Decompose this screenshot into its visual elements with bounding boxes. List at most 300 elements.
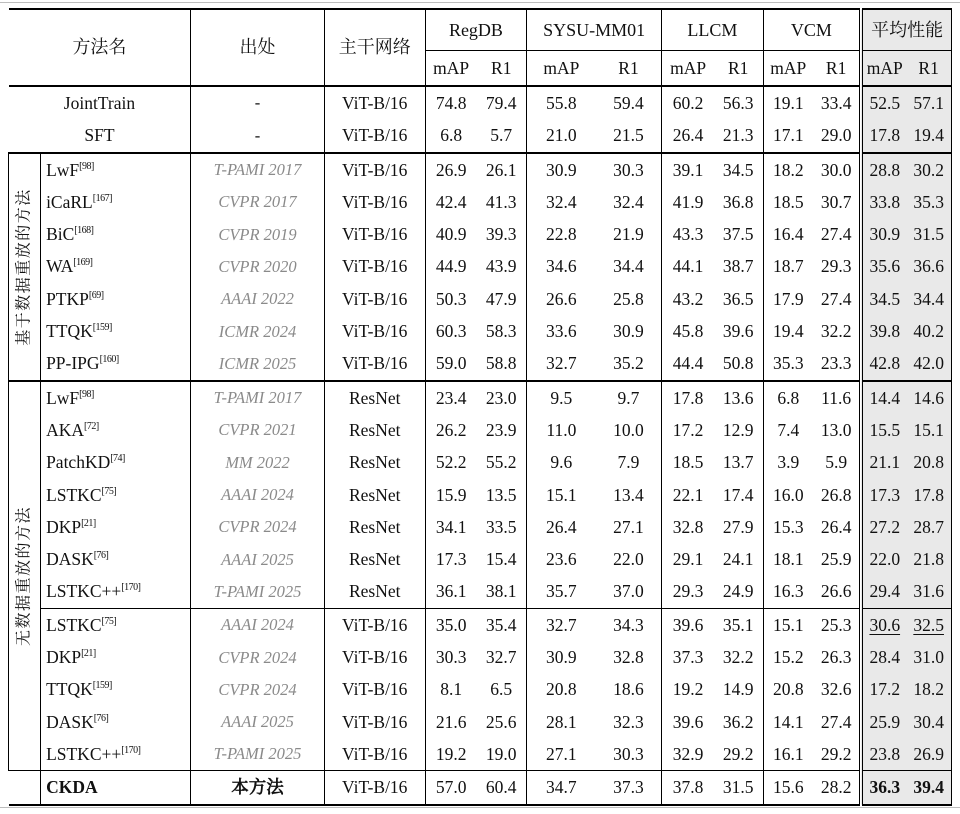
avg-value: 28.7 bbox=[906, 511, 951, 543]
table-row bbox=[9, 250, 952, 282]
metric-value: 43.9 bbox=[485, 256, 517, 277]
citation-ref: [168] bbox=[74, 225, 94, 237]
metric-value: 21.9 bbox=[613, 224, 644, 245]
venue: 本方法 bbox=[191, 771, 324, 805]
col-header-vcm: VCM bbox=[763, 9, 861, 51]
table-row bbox=[9, 119, 952, 152]
metric-value: 27.1 bbox=[613, 516, 644, 537]
metric-value: 43.2 bbox=[662, 283, 714, 315]
metric-map: mAP bbox=[763, 51, 813, 87]
metric-value: 18.7 bbox=[763, 250, 813, 282]
metric-value: 17.4 bbox=[722, 484, 754, 505]
metric-value: 13.6 bbox=[714, 381, 763, 414]
metric-value: 21.6 bbox=[425, 706, 476, 738]
metric-value: 21.5 bbox=[613, 125, 644, 146]
metric-value: 50.8 bbox=[722, 353, 754, 374]
metric-value: 36.5 bbox=[722, 288, 754, 309]
col-header-llcm: LLCM bbox=[662, 9, 763, 51]
metric-value: 9.7 bbox=[596, 381, 662, 414]
table-row bbox=[9, 511, 952, 543]
avg-value: 31.0 bbox=[906, 641, 951, 673]
metric-value: 17.8 bbox=[662, 381, 714, 414]
metric-value: 15.3 bbox=[763, 511, 813, 543]
metric-value: 6.8 bbox=[425, 119, 476, 152]
method-name: LwF[98] bbox=[41, 381, 191, 414]
metric-map: mAP bbox=[861, 51, 906, 87]
avg-value: 18.2 bbox=[906, 673, 951, 705]
venue: ICMR 2024 bbox=[191, 315, 324, 347]
venue: AAAI 2024 bbox=[191, 479, 324, 511]
metric-value: 15.1 bbox=[527, 479, 596, 511]
citation-ref: [21] bbox=[81, 648, 96, 660]
citation-ref: [170] bbox=[121, 582, 141, 594]
metric-value: 37.3 bbox=[662, 641, 714, 673]
avg-value: 17.2 bbox=[861, 673, 906, 705]
metric-value: 21.0 bbox=[527, 119, 596, 152]
metric-value: 37.0 bbox=[613, 581, 644, 602]
metric-value: 34.1 bbox=[425, 511, 476, 543]
metric-value: 59.4 bbox=[613, 92, 644, 113]
metric-value: 60.3 bbox=[425, 315, 476, 347]
metric-value: 13.5 bbox=[485, 484, 517, 505]
metric-value: 34.4 bbox=[613, 256, 644, 277]
backbone: ResNet bbox=[324, 575, 425, 608]
metric-value: 12.9 bbox=[722, 419, 754, 440]
venue: AAAI 2022 bbox=[191, 283, 324, 315]
col-header-sysu: SYSU-MM01 bbox=[527, 9, 662, 51]
metric-value: 10.0 bbox=[613, 419, 644, 440]
metric-value: 13.7 bbox=[722, 452, 754, 473]
metric-value: 37.8 bbox=[662, 771, 714, 805]
avg-value: 30.9 bbox=[861, 218, 906, 250]
metric-value: 15.1 bbox=[763, 608, 813, 641]
metric-value: 27.4 bbox=[820, 288, 852, 309]
venue: T-PAMI 2025 bbox=[191, 575, 324, 608]
metric-value: 32.4 bbox=[527, 186, 596, 218]
avg-value: 14.4 bbox=[861, 381, 906, 414]
avg-value: 35.6 bbox=[861, 250, 906, 282]
metric-value: 17.1 bbox=[763, 119, 813, 152]
col-header-backbone: 主干网络 bbox=[324, 9, 425, 86]
metric-value: 56.3 bbox=[722, 92, 754, 113]
metric-value: 23.6 bbox=[527, 543, 596, 575]
metric-value: 23.4 bbox=[425, 381, 476, 414]
metric-value: 30.9 bbox=[527, 641, 596, 673]
method-name: AKA[72] bbox=[41, 414, 191, 446]
metric-value: 55.2 bbox=[485, 452, 517, 473]
metric-value: 74.8 bbox=[425, 86, 476, 119]
method-name: LSTKC++[170] bbox=[41, 575, 191, 608]
metric-value: 19.1 bbox=[763, 86, 813, 119]
metric-r1: R1 bbox=[813, 51, 861, 87]
metric-value: 32.7 bbox=[485, 647, 517, 667]
avg-value: 30.6 bbox=[861, 608, 906, 641]
metric-value: 30.7 bbox=[820, 191, 852, 212]
table-row bbox=[9, 673, 952, 705]
metric-value: 60.4 bbox=[476, 771, 526, 805]
method-name: LwF[98] bbox=[41, 153, 191, 186]
metric-value: 32.9 bbox=[662, 738, 714, 771]
metric-r1: R1 bbox=[476, 51, 526, 87]
metric-value: 19.4 bbox=[763, 315, 813, 347]
citation-ref: [167] bbox=[92, 193, 112, 205]
citation-ref: [98] bbox=[79, 388, 94, 400]
table-row bbox=[9, 283, 952, 315]
avg-value: 36.3 bbox=[861, 771, 906, 805]
metric-value: 13.0 bbox=[820, 419, 852, 440]
col-header-average: 平均性能 bbox=[861, 9, 951, 51]
avg-value: 52.5 bbox=[861, 86, 906, 119]
venue: - bbox=[191, 119, 324, 152]
metric-value: 6.5 bbox=[490, 679, 513, 700]
metric-r1: R1 bbox=[596, 51, 662, 87]
metric-value: 30.9 bbox=[613, 321, 644, 342]
metric-value: 35.0 bbox=[425, 608, 476, 641]
metric-value: 29.2 bbox=[722, 743, 754, 764]
venue: CVPR 2024 bbox=[191, 641, 324, 673]
metric-value: 16.3 bbox=[763, 575, 813, 608]
avg-value: 15.1 bbox=[906, 414, 951, 446]
metric-value: 39.6 bbox=[662, 706, 714, 738]
metric-value: 39.1 bbox=[662, 153, 714, 186]
citation-ref: [76] bbox=[93, 550, 109, 562]
avg-value: 21.1 bbox=[861, 446, 906, 478]
metric-value: 23.0 bbox=[476, 381, 526, 414]
metric-value: 7.9 bbox=[617, 452, 640, 473]
table-row bbox=[9, 608, 952, 641]
metric-value: 60.2 bbox=[662, 86, 714, 119]
metric-value: 26.8 bbox=[820, 484, 852, 505]
metric-value: 26.3 bbox=[820, 647, 852, 667]
avg-value: 39.4 bbox=[906, 771, 951, 805]
group-label-cell bbox=[9, 381, 41, 771]
metric-value: 35.4 bbox=[476, 608, 526, 641]
avg-value: 31.6 bbox=[906, 575, 951, 608]
metric-value: 34.7 bbox=[527, 771, 596, 805]
avg-value: 17.3 bbox=[861, 479, 906, 511]
metric-value: 23.3 bbox=[820, 353, 852, 374]
metric-value: 26.9 bbox=[425, 153, 476, 186]
metric-value: 15.9 bbox=[425, 479, 476, 511]
metric-value: 25.9 bbox=[820, 549, 852, 570]
metric-value: 17.2 bbox=[662, 414, 714, 446]
metric-value: 35.1 bbox=[714, 608, 763, 641]
metric-value: 3.9 bbox=[763, 446, 813, 478]
table-row bbox=[9, 738, 952, 771]
table-row bbox=[9, 186, 952, 218]
venue: T-PAMI 2025 bbox=[191, 738, 324, 771]
table-row bbox=[9, 446, 952, 478]
metric-value: 29.0 bbox=[820, 125, 852, 146]
metric-value: 26.4 bbox=[820, 516, 852, 537]
method-name: JointTrain bbox=[63, 92, 136, 113]
metric-value: 27.9 bbox=[722, 516, 754, 537]
method-name: SFT bbox=[84, 125, 115, 146]
avg-value: 42.0 bbox=[906, 347, 951, 380]
table-row bbox=[9, 347, 952, 380]
metric-value: 32.3 bbox=[613, 711, 644, 732]
metric-value: 31.5 bbox=[714, 771, 763, 805]
backbone: ViT-B/16 bbox=[324, 347, 425, 380]
backbone: ViT-B/16 bbox=[324, 315, 425, 347]
venue: CVPR 2019 bbox=[191, 218, 324, 250]
method-name: CKDA bbox=[41, 771, 191, 805]
metric-value: 39.6 bbox=[662, 608, 714, 641]
metric-map: mAP bbox=[662, 51, 714, 87]
metric-value: 79.4 bbox=[485, 92, 517, 113]
metric-value: 25.3 bbox=[813, 608, 861, 641]
avg-value: 39.8 bbox=[861, 315, 906, 347]
metric-value: 27.4 bbox=[820, 711, 852, 732]
venue: MM 2022 bbox=[191, 446, 324, 478]
venue: CVPR 2017 bbox=[191, 186, 324, 218]
backbone: ViT-B/16 bbox=[324, 119, 425, 152]
metric-value: 37.5 bbox=[722, 224, 754, 245]
metric-r1: R1 bbox=[714, 51, 763, 87]
citation-ref: [75] bbox=[101, 485, 117, 497]
citation-ref: [159] bbox=[92, 322, 112, 334]
metric-value: 5.7 bbox=[490, 125, 513, 146]
metric-value: 32.4 bbox=[613, 191, 644, 212]
table-row bbox=[9, 641, 952, 673]
metric-value: 20.8 bbox=[763, 673, 813, 705]
citation-ref: [75] bbox=[101, 615, 117, 627]
metric-value: 29.3 bbox=[662, 575, 714, 608]
table-row bbox=[9, 86, 952, 119]
avg-value: 17.8 bbox=[906, 479, 951, 511]
citation-ref: [21] bbox=[81, 517, 96, 529]
metric-value: 38.1 bbox=[485, 581, 517, 602]
metric-value: 19.2 bbox=[425, 738, 476, 771]
metric-value: 26.4 bbox=[527, 511, 596, 543]
venue: CVPR 2024 bbox=[191, 511, 324, 543]
avg-value: 27.2 bbox=[861, 511, 906, 543]
venue: AAAI 2024 bbox=[191, 608, 324, 641]
avg-value: 40.2 bbox=[906, 315, 951, 347]
metric-value: 11.6 bbox=[813, 381, 861, 414]
col-header-regdb: RegDB bbox=[425, 9, 526, 51]
metric-value: 14.1 bbox=[763, 706, 813, 738]
metric-value: 57.0 bbox=[425, 771, 476, 805]
method-name: LSTKC[75] bbox=[41, 608, 191, 641]
metric-value: 16.0 bbox=[763, 479, 813, 511]
metric-value: 28.2 bbox=[813, 771, 861, 805]
metric-value: 20.8 bbox=[527, 673, 596, 705]
method-name: PatchKD[74] bbox=[41, 446, 191, 478]
group-label-cell bbox=[9, 153, 41, 381]
metric-value: 43.3 bbox=[662, 218, 714, 250]
avg-value: 34.5 bbox=[861, 283, 906, 315]
avg-value: 33.8 bbox=[861, 186, 906, 218]
table-body bbox=[9, 86, 952, 805]
metric-value: 23.9 bbox=[485, 419, 517, 440]
backbone: ViT-B/16 bbox=[324, 250, 425, 282]
group-label: 无数据重放的方法 bbox=[15, 505, 33, 646]
method-name: TTQK[159] bbox=[41, 315, 191, 347]
metric-value: 18.1 bbox=[763, 543, 813, 575]
metric-value: 32.2 bbox=[820, 321, 852, 342]
metric-value: 52.2 bbox=[425, 446, 476, 478]
metric-value: 16.1 bbox=[763, 738, 813, 771]
method-name: LSTKC++[170] bbox=[41, 738, 191, 771]
backbone: ViT-B/16 bbox=[324, 608, 425, 641]
metric-value: 29.2 bbox=[820, 743, 852, 764]
venue: AAAI 2025 bbox=[191, 543, 324, 575]
table-row bbox=[9, 771, 952, 805]
metric-value: 58.3 bbox=[485, 321, 517, 342]
avg-value: 26.9 bbox=[906, 738, 951, 771]
metric-value: 15.2 bbox=[763, 641, 813, 673]
table-row bbox=[9, 706, 952, 738]
metric-value: 33.5 bbox=[485, 516, 517, 537]
metric-value: 32.8 bbox=[662, 511, 714, 543]
metric-value: 9.5 bbox=[527, 381, 596, 414]
metric-value: 44.1 bbox=[662, 250, 714, 282]
method-name: DASK[76] bbox=[41, 543, 191, 575]
citation-ref: [74] bbox=[110, 453, 125, 465]
method-name: TTQK[159] bbox=[41, 673, 191, 705]
metric-value: 22.0 bbox=[613, 549, 644, 570]
metric-value: 32.7 bbox=[527, 347, 596, 380]
metric-value: 17.3 bbox=[425, 543, 476, 575]
metric-value: 13.4 bbox=[613, 484, 644, 505]
avg-value: 14.6 bbox=[906, 381, 951, 414]
metric-value: 26.6 bbox=[820, 581, 852, 602]
avg-value: 19.4 bbox=[906, 119, 951, 152]
metric-value: 29.1 bbox=[662, 543, 714, 575]
metric-value: 11.0 bbox=[527, 414, 596, 446]
backbone: ResNet bbox=[324, 511, 425, 543]
backbone: ViT-B/16 bbox=[324, 771, 425, 805]
venue: T-PAMI 2017 bbox=[191, 381, 324, 414]
metric-value: 24.9 bbox=[722, 581, 754, 602]
metric-value: 42.4 bbox=[425, 186, 476, 218]
table-row bbox=[9, 381, 952, 414]
method-name: DKP[21] bbox=[41, 641, 191, 673]
venue: T-PAMI 2017 bbox=[191, 153, 324, 186]
table-row bbox=[9, 575, 952, 608]
metric-value: 55.8 bbox=[527, 86, 596, 119]
metric-value: 39.3 bbox=[485, 224, 517, 245]
metric-value: 14.9 bbox=[722, 679, 754, 700]
backbone: ResNet bbox=[324, 479, 425, 511]
citation-ref: [69] bbox=[88, 289, 104, 301]
avg-value: 57.1 bbox=[906, 86, 951, 119]
metric-value: 40.9 bbox=[425, 218, 476, 250]
metric-value: 15.6 bbox=[763, 771, 813, 805]
metric-value: 24.1 bbox=[722, 549, 754, 570]
metric-value: 9.6 bbox=[527, 446, 596, 478]
table-row bbox=[9, 543, 952, 575]
venue: CVPR 2021 bbox=[191, 414, 324, 446]
metric-value: 22.1 bbox=[662, 479, 714, 511]
metric-value: 59.0 bbox=[425, 347, 476, 380]
metric-value: 44.9 bbox=[425, 250, 476, 282]
avg-value: 42.8 bbox=[861, 347, 906, 380]
metric-value: 58.8 bbox=[485, 353, 517, 374]
backbone: ViT-B/16 bbox=[324, 641, 425, 673]
citation-ref: [72] bbox=[83, 421, 99, 433]
avg-value: 34.4 bbox=[906, 283, 951, 315]
metric-value: 34.5 bbox=[714, 153, 763, 186]
citation-ref: [159] bbox=[92, 680, 112, 692]
venue: CVPR 2024 bbox=[191, 673, 324, 705]
method-name: PTKP[69] bbox=[41, 283, 191, 315]
metric-value: 36.1 bbox=[425, 575, 476, 608]
avg-value: 25.9 bbox=[861, 706, 906, 738]
metric-value: 35.2 bbox=[613, 353, 644, 374]
metric-value: 26.2 bbox=[425, 414, 476, 446]
avg-value: 28.4 bbox=[861, 641, 906, 673]
backbone: ViT-B/16 bbox=[324, 218, 425, 250]
metric-value: 30.3 bbox=[425, 641, 476, 673]
avg-value: 31.5 bbox=[906, 218, 951, 250]
metric-value: 6.8 bbox=[763, 381, 813, 414]
metric-value: 25.6 bbox=[485, 711, 517, 732]
metric-value: 37.3 bbox=[596, 771, 662, 805]
metric-value: 41.9 bbox=[662, 186, 714, 218]
backbone: ViT-B/16 bbox=[324, 283, 425, 315]
col-header-method: 方法名 bbox=[9, 9, 191, 86]
metric-value: 30.3 bbox=[613, 743, 644, 764]
table-row bbox=[9, 414, 952, 446]
metric-value: 19.0 bbox=[485, 743, 517, 764]
avg-value: 30.2 bbox=[906, 153, 951, 186]
group-label-cell-empty bbox=[9, 771, 41, 805]
metric-value: 41.3 bbox=[485, 191, 517, 212]
avg-value: 36.6 bbox=[906, 250, 951, 282]
backbone: ViT-B/16 bbox=[324, 673, 425, 705]
metric-value: 18.5 bbox=[662, 446, 714, 478]
metric-value: 32.8 bbox=[613, 647, 644, 667]
metric-value: 27.4 bbox=[820, 224, 852, 245]
metric-value: 34.3 bbox=[596, 608, 662, 641]
metric-value: 34.6 bbox=[527, 250, 596, 282]
metric-value: 17.9 bbox=[763, 283, 813, 315]
citation-ref: [76] bbox=[93, 712, 109, 724]
metric-value: 27.1 bbox=[527, 738, 596, 771]
metric-value: 32.2 bbox=[722, 647, 754, 667]
metric-map: mAP bbox=[425, 51, 476, 87]
metric-value: 33.4 bbox=[820, 92, 852, 113]
metric-value: 35.7 bbox=[527, 575, 596, 608]
avg-value: 30.4 bbox=[906, 706, 951, 738]
metric-value: 8.1 bbox=[425, 673, 476, 705]
avg-value: 20.8 bbox=[906, 446, 951, 478]
method-name: iCaRL[167] bbox=[41, 186, 191, 218]
metric-value: 36.8 bbox=[722, 191, 754, 212]
backbone: ViT-B/16 bbox=[324, 153, 425, 186]
metric-value: 19.2 bbox=[662, 673, 714, 705]
method-name: DKP[21] bbox=[41, 511, 191, 543]
metric-value: 36.2 bbox=[722, 711, 754, 732]
col-header-venue: 出处 bbox=[191, 9, 324, 86]
avg-value: 28.8 bbox=[861, 153, 906, 186]
table-row bbox=[9, 315, 952, 347]
metric-value: 26.1 bbox=[476, 153, 526, 186]
backbone: ViT-B/16 bbox=[324, 86, 425, 119]
avg-value: 29.4 bbox=[861, 575, 906, 608]
metric-value: 32.6 bbox=[820, 679, 852, 700]
venue: ICMR 2025 bbox=[191, 347, 324, 380]
metric-value: 26.6 bbox=[527, 283, 596, 315]
avg-value: 15.5 bbox=[861, 414, 906, 446]
metric-value: 16.4 bbox=[763, 218, 813, 250]
metric-value: 44.4 bbox=[662, 347, 714, 380]
citation-ref: [98] bbox=[79, 160, 94, 172]
method-name: DASK[76] bbox=[41, 706, 191, 738]
metric-value: 29.3 bbox=[820, 256, 852, 277]
